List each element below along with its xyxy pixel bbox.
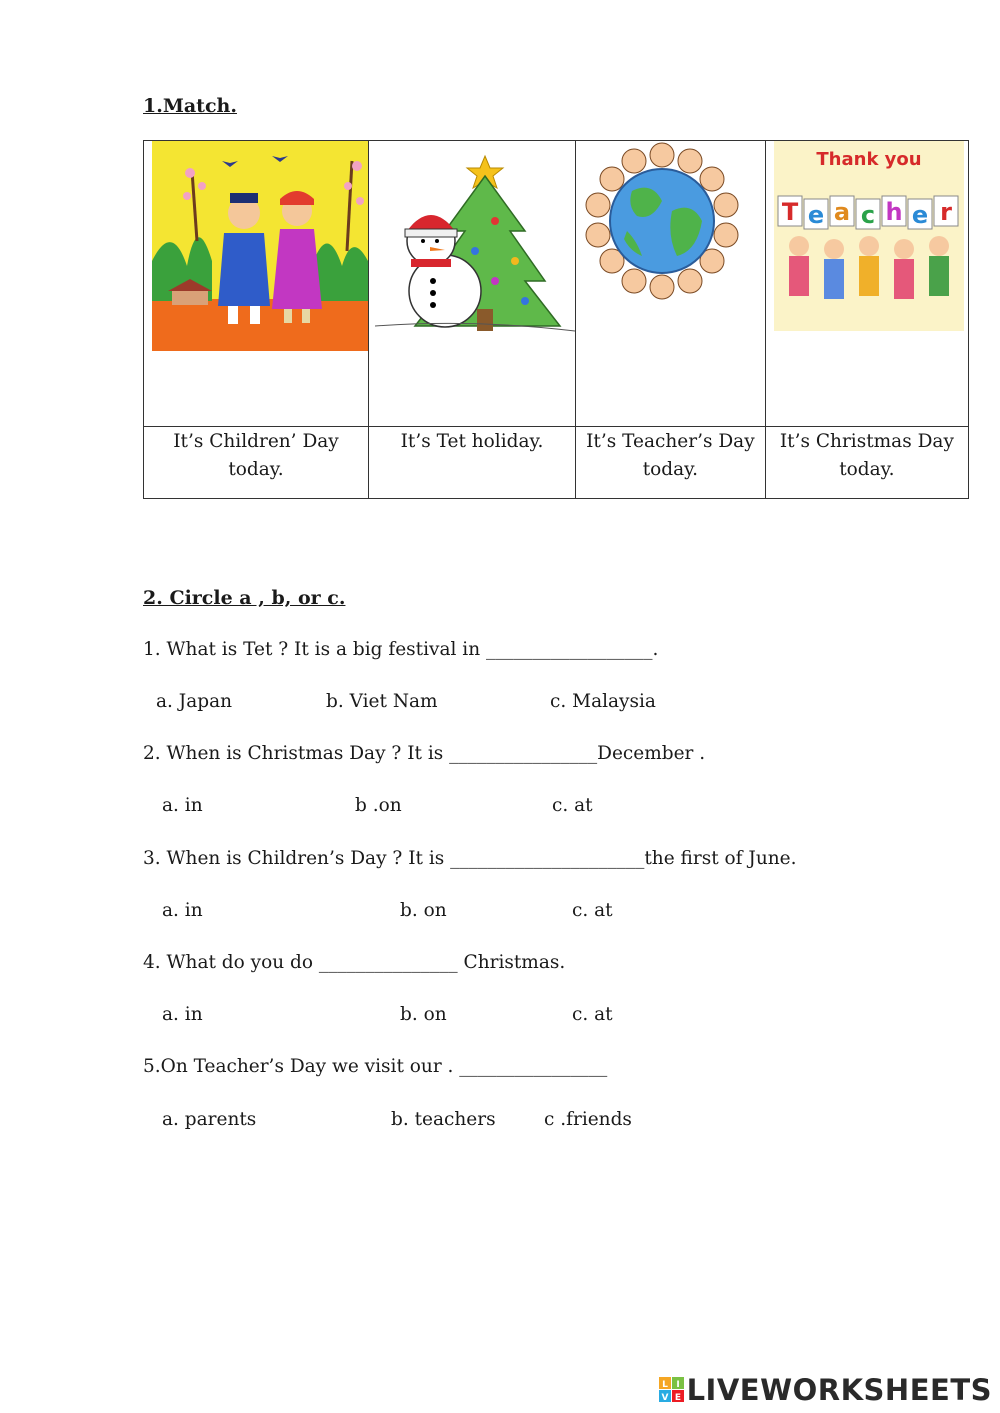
q5-option-c[interactable]: c .friends <box>544 1109 632 1130</box>
caption-cell-2 <box>369 427 576 499</box>
q1-option-c[interactable]: c. Malaysia <box>550 691 656 712</box>
children-around-globe-image <box>582 141 742 301</box>
picture-cell-teacher[interactable] <box>765 141 968 427</box>
letter-e2: e <box>911 201 928 229</box>
q1-option-a[interactable]: a. Japan <box>156 691 233 712</box>
q2-option-a[interactable]: a. in <box>162 795 203 816</box>
q2-option-b[interactable]: b .on <box>355 795 402 816</box>
question-5: 5.On Teacher’s Day we visit our . ________________ <box>143 1056 608 1077</box>
caption-tet-holiday: It’s Tet holiday. <box>400 431 544 452</box>
section2-title: 2. Circle a , b, or c. <box>143 587 346 609</box>
letter-r: r <box>939 198 952 226</box>
question-2: 2. When is Christmas Day ? It is ________________December . <box>143 743 706 764</box>
svg-text:V: V <box>661 1393 669 1403</box>
question-4: 4. What do you do _______________ Christmas. <box>143 952 566 973</box>
tet-children-image <box>152 141 368 351</box>
caption-cell-3 <box>576 427 766 499</box>
match-table <box>143 140 969 499</box>
letter-c: c <box>860 201 875 229</box>
picture-cell-tet[interactable] <box>144 141 369 427</box>
q4-option-a[interactable]: a. in <box>162 1004 203 1025</box>
q4-option-c[interactable]: c. at <box>572 1004 613 1025</box>
q1-option-b[interactable]: b. Viet Nam <box>326 691 438 712</box>
svg-text:I: I <box>675 1380 680 1390</box>
svg-text:E: E <box>674 1393 681 1403</box>
question-3: 3. When is Children’s Day ? It is _____________________the first of June. <box>143 848 797 869</box>
letter-a: a <box>833 198 850 226</box>
caption-christmas-day: It’s Christmas Day today. <box>779 431 954 480</box>
letter-h: h <box>885 198 903 226</box>
letter-e: e <box>807 201 824 229</box>
q3-option-b[interactable]: b. on <box>400 900 447 921</box>
logo-text: LIVEWORKSHEETS <box>686 1373 992 1407</box>
letter-t: T <box>781 198 798 226</box>
thank-you-teacher-image <box>774 141 964 331</box>
q3-option-a[interactable]: a. in <box>162 900 203 921</box>
q5-option-a[interactable]: a. parents <box>162 1109 257 1130</box>
q3-option-c[interactable]: c. at <box>572 900 613 921</box>
caption-cell-4 <box>765 427 968 499</box>
picture-cell-children[interactable] <box>576 141 766 427</box>
svg-text:L: L <box>661 1380 668 1390</box>
q4-option-b[interactable]: b. on <box>400 1004 447 1025</box>
caption-cell-1 <box>144 427 369 499</box>
christmas-tree-snowman-image <box>375 141 575 341</box>
caption-teachers-day: It’s Teacher’s Day today. <box>586 431 755 480</box>
picture-cell-christmas[interactable] <box>369 141 576 427</box>
section1-title: 1.Match. <box>143 95 237 117</box>
q5-option-b[interactable]: b. teachers <box>391 1109 496 1130</box>
logo-badge-icon <box>659 1377 685 1403</box>
thank-you-text: Thank you <box>816 149 922 170</box>
caption-children-day: It’s Children’ Day today. <box>173 431 339 480</box>
question-1: 1. What is Tet ? It is a big festival in __________________. <box>143 639 659 660</box>
q2-option-c[interactable]: c. at <box>552 795 593 816</box>
liveworksheets-logo[interactable] <box>659 1373 992 1407</box>
